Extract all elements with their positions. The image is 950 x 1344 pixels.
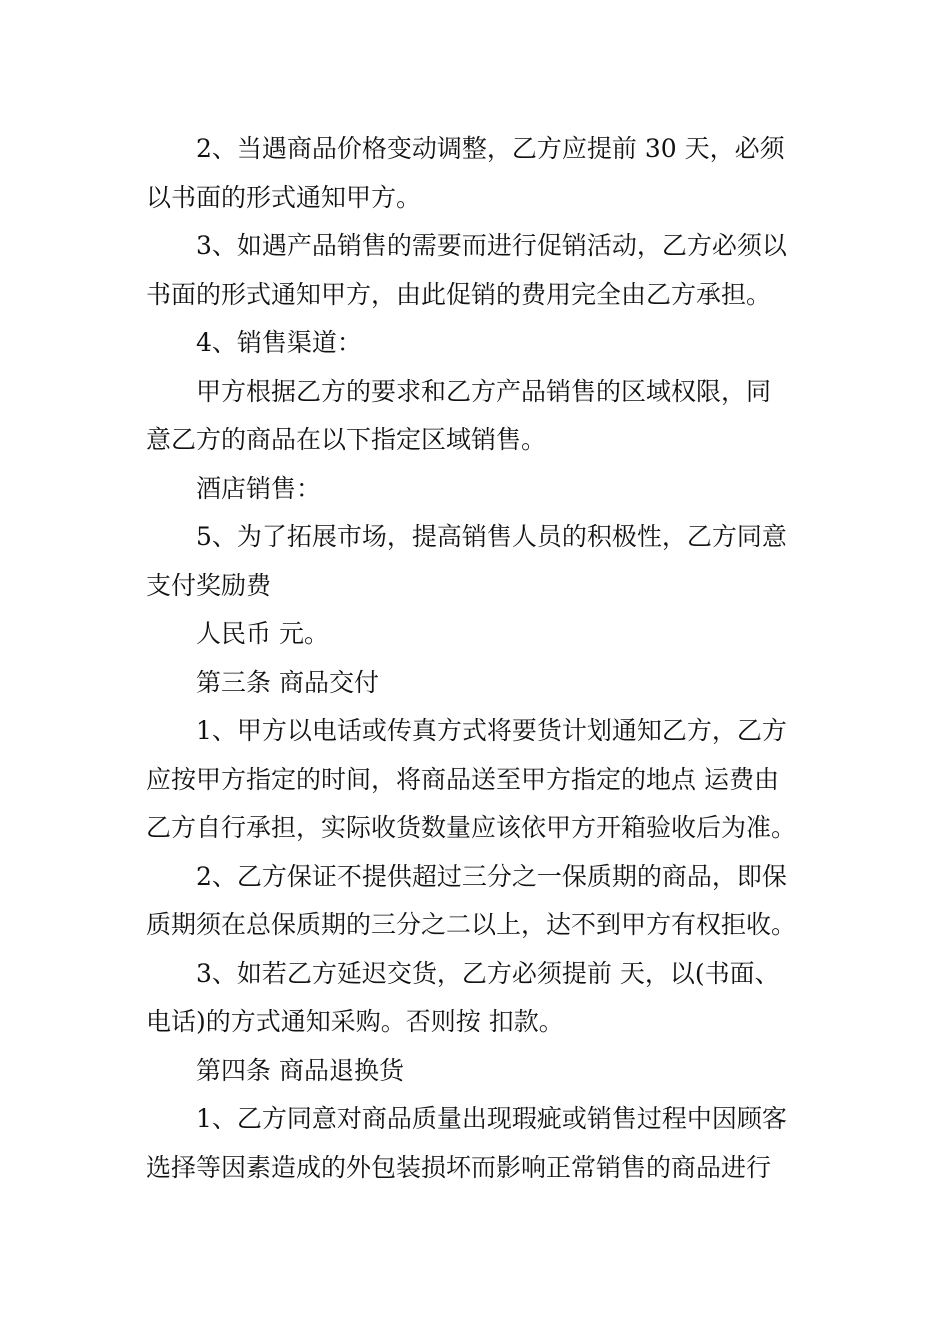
paragraph-line: 3、如若乙方延迟交货，乙方必须提前 天，以(书面、 bbox=[196, 958, 780, 988]
paragraph-line: 2、当遇商品价格变动调整，乙方应提前 30 天，必须 bbox=[196, 134, 785, 163]
paragraph-line: 2、乙方保证不提供超过三分之一保质期的商品，即保 bbox=[196, 861, 787, 891]
paragraph-continuation-line: 选择等因素造成的外包装损坏而影响正常销售的商品进行 bbox=[146, 1152, 772, 1182]
paragraph-line: 甲方根据乙方的要求和乙方产品销售的区域权限，同 bbox=[196, 376, 772, 406]
paragraph-continuation-line: 乙方自行承担，实际收货数量应该依甲方开箱验收后为准。 bbox=[146, 813, 797, 842]
paragraph-continuation-line: 意乙方的商品在以下指定区域销售。 bbox=[146, 425, 547, 454]
document-body bbox=[146, 125, 806, 1192]
paragraph-line: 第四条 商品退换货 bbox=[196, 1055, 404, 1085]
paragraph-continuation-line: 支付奖励费 bbox=[146, 570, 272, 600]
paragraph-line: 酒店销售： bbox=[196, 473, 322, 503]
paragraph-line: 5、为了拓展市场，提高销售人员的积极性，乙方同意 bbox=[196, 522, 787, 551]
paragraph-line: 4、销售渠道： bbox=[196, 328, 362, 357]
paragraph-line: 3、如遇产品销售的需要而进行促销活动，乙方必须以 bbox=[196, 231, 787, 260]
paragraph-line: 第三条 商品交付 bbox=[196, 667, 379, 697]
paragraph-continuation-line: 电话)的方式通知采购。否则按 扣款。 bbox=[146, 1007, 564, 1036]
paragraph-continuation-line: 应按甲方指定的时间，将商品送至甲方指定的地点 运费由 bbox=[146, 764, 779, 794]
paragraph-line: 人民币 元。 bbox=[196, 619, 329, 648]
paragraph-continuation-line: 以书面的形式通知甲方。 bbox=[146, 182, 422, 212]
paragraph-continuation-line: 书面的形式通知甲方，由此促销的费用完全由乙方承担。 bbox=[146, 279, 772, 309]
paragraph-line: 1、甲方以电话或传真方式将要货计划通知乙方，乙方 bbox=[196, 716, 787, 745]
paragraph-line: 1、乙方同意对商品质量出现瑕疵或销售过程中因顾客 bbox=[196, 1104, 787, 1133]
paragraph-continuation-line: 质期须在总保质期的三分之二以上，达不到甲方有权拒收。 bbox=[146, 910, 797, 939]
